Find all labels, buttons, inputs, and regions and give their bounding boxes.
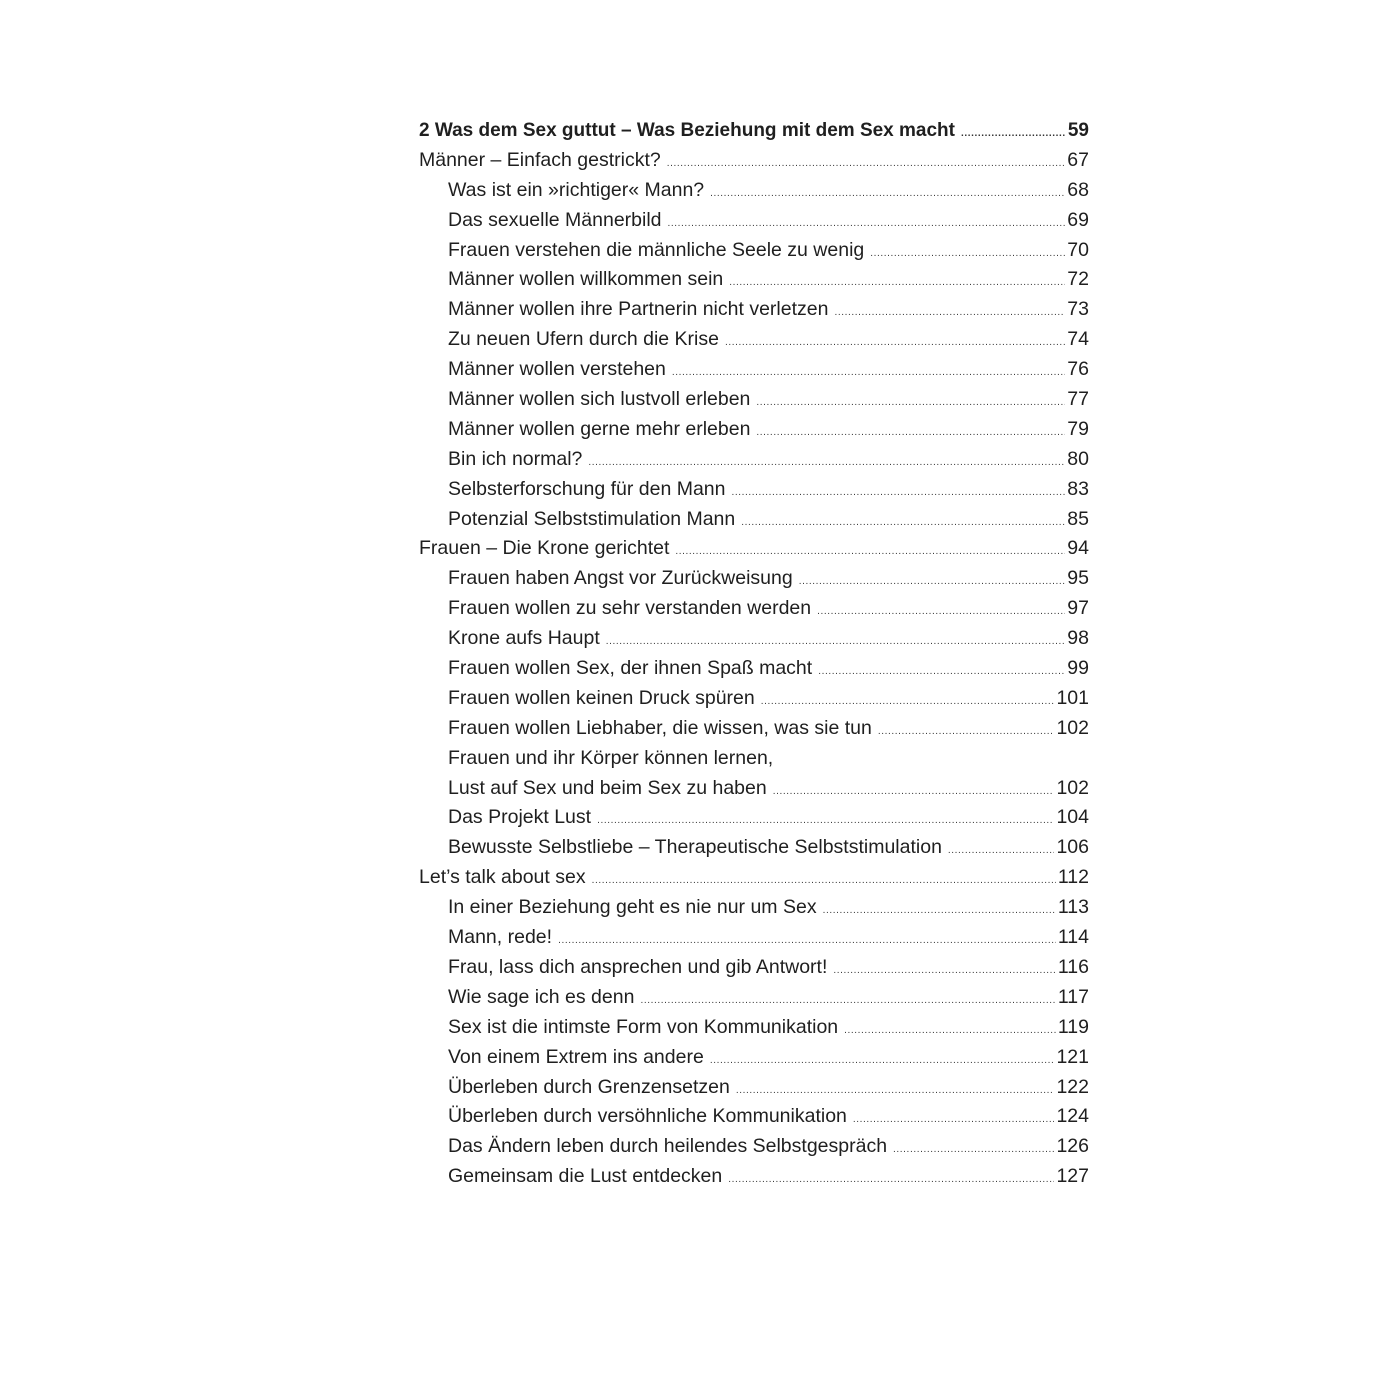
toc-page-number: 73 [1067,298,1089,321]
toc-leader-dots [640,986,1055,1016]
toc-entry [419,1162,1089,1192]
toc-entry-title: Frauen wollen zu sehr verstanden werden [448,597,812,620]
toc-entry-title: In einer Beziehung geht es nie nur um Sex [448,896,817,919]
toc-entry [419,953,1089,983]
toc-leader-dots [756,418,1065,448]
toc-page-number: 95 [1067,567,1089,590]
toc-entry [419,923,1089,953]
toc-entry-title: Frauen wollen Sex, der ihnen Spaß macht [448,657,813,680]
toc-entry-title: Krone aufs Haupt [448,627,600,650]
toc-entry-title: 2 Was dem Sex guttut – Was Beziehung mit dem Sex macht [419,120,955,141]
toc-page-number: 70 [1067,238,1089,261]
toc-entry [419,1132,1089,1162]
toc-entry-title: Männer wollen willkommen sein [448,268,724,291]
toc-entry [419,714,1089,744]
toc-entry [419,265,1089,295]
toc-page-number: 72 [1067,268,1089,291]
toc-entry-title: Das sexuelle Männerbild [448,208,662,231]
toc-entry-title: Selbsterforschung für den Mann [448,477,726,500]
toc-entry-title: Frauen und ihr Körper können lernen, [448,746,774,769]
toc-leader-dots [948,836,1055,866]
toc-entry [419,983,1089,1013]
toc-leader-dots [756,388,1065,418]
toc-page-number: 76 [1067,358,1089,381]
toc-page-number: 99 [1067,657,1089,680]
toc-leader-dots [870,239,1065,269]
toc-leader-dots [893,1135,1054,1165]
toc-entry-title: Männer wollen sich lustvoll erleben [448,388,751,411]
toc-page-number: 83 [1067,477,1089,500]
toc-chapter-heading [419,116,1089,146]
toc-leader-dots [773,777,1055,807]
toc-leader-dots [732,478,1066,508]
toc-leader-dots [728,1165,1054,1195]
toc-page-number: 80 [1067,447,1089,470]
toc-page-number: 59 [1067,120,1089,141]
toc-leader-dots [823,896,1056,926]
toc-entry-title: Männer – Einfach gestrickt? [419,148,661,171]
toc-entry [419,236,1089,266]
toc-page-number: 119 [1057,1015,1089,1038]
toc-entry-title: Frauen verstehen die männliche Seele zu wenig [448,238,865,261]
toc-leader-dots [588,448,1065,478]
toc-entry [419,624,1089,654]
toc-entry [419,654,1089,684]
toc-entry [419,564,1089,594]
toc-entry-title: Männer wollen ihre Partnerin nicht verletzen [448,298,829,321]
toc-entry-title: Frau, lass dich ansprechen und gib Antwort! [448,955,828,978]
toc-entry [419,863,1089,893]
toc-page-number: 106 [1056,836,1089,859]
toc-page-number: 104 [1056,806,1089,829]
toc-entry [419,146,1089,176]
toc-page-number: 79 [1067,417,1089,440]
toc-leader-dots [817,597,1065,627]
toc-entry-title: Potenzial Selbststimulation Mann [448,507,736,530]
toc-page-number: 77 [1067,388,1089,411]
toc-entry-title: Das Projekt Lust [448,806,592,829]
toc-leader-dots [834,298,1065,328]
toc-page-number: 98 [1067,627,1089,650]
toc-leader-dots [761,687,1055,717]
toc-entry-title: Das Ändern leben durch heilendes Selbstgespräch [448,1135,888,1158]
toc-entry [419,893,1089,923]
toc-entry-title: Von einem Extrem ins andere [448,1045,704,1068]
toc-page-number: 85 [1067,507,1089,530]
toc-page-number: 97 [1067,597,1089,620]
toc-leader-dots [667,149,1066,179]
toc-entry [419,445,1089,475]
toc-leader-dots [606,627,1066,657]
toc-entry [419,1102,1089,1132]
toc-page-number: 124 [1056,1105,1089,1128]
table-of-contents [419,116,1089,1192]
toc-entry [419,385,1089,415]
toc-leader-dots [672,358,1065,388]
toc-leader-dots [799,567,1066,597]
toc-page-number: 121 [1056,1045,1089,1068]
toc-leader-dots [878,717,1055,747]
toc-page-number: 113 [1057,896,1089,919]
toc-leader-dots [853,1105,1055,1135]
toc-entry-title: Frauen wollen keinen Druck spüren [448,686,755,709]
toc-page-number: 74 [1067,328,1089,351]
toc-page-number: 101 [1056,686,1089,709]
toc-entry [419,176,1089,206]
toc-leader-dots [710,1046,1055,1076]
toc-leader-dots [741,508,1065,538]
toc-entry [419,744,1089,774]
toc-entry-title: Let’s talk about sex [419,866,586,889]
toc-entry-title: Frauen wollen Liebhaber, die wissen, was sie tun [448,716,872,739]
toc-leader-dots [833,956,1056,986]
toc-leader-dots [668,209,1066,239]
toc-entry [419,684,1089,714]
toc-leader-dots [558,926,1056,956]
toc-entry [419,475,1089,505]
toc-page-number: 68 [1067,178,1089,201]
toc-page-number: 94 [1067,537,1089,560]
toc-entry [419,833,1089,863]
toc-entry-title: Überleben durch Grenzensetzen [448,1075,730,1098]
toc-entry [419,534,1089,564]
toc-entry-title: Frauen haben Angst vor Zurückweisung [448,567,793,590]
toc-entry [419,1043,1089,1073]
toc-entry-title: Was ist ein »richtiger« Mann? [448,178,705,201]
toc-entry-title: Zu neuen Ufern durch die Krise [448,328,719,351]
toc-entry-title: Bewusste Selbstliebe – Therapeutische Selbststimulation [448,836,942,859]
toc-entry [419,1013,1089,1043]
toc-page-number: 67 [1067,148,1089,171]
toc-leader-dots [844,1016,1056,1046]
toc-entry [419,505,1089,535]
toc-entry-title: Bin ich normal? [448,447,583,470]
toc-page-number: 112 [1057,866,1089,889]
toc-leader-dots [736,1076,1055,1106]
toc-page-number: 102 [1056,716,1089,739]
toc-entry [419,295,1089,325]
toc-entry [419,594,1089,624]
toc-page-number: 102 [1056,776,1089,799]
toc-entry-title: Gemeinsam die Lust entdecken [448,1165,723,1188]
toc-page-number: 69 [1067,208,1089,231]
toc-leader-dots [961,119,1066,149]
toc-entry [419,325,1089,355]
toc-entry [419,774,1089,804]
toc-entry-title: Männer wollen gerne mehr erleben [448,417,751,440]
toc-page-number: 117 [1057,985,1089,1008]
toc-page-number: 116 [1057,955,1089,978]
toc-page-number: 126 [1056,1135,1089,1158]
toc-leader-dots [818,657,1065,687]
toc-entry [419,355,1089,385]
toc-leader-dots [592,866,1056,896]
toc-entry [419,1073,1089,1103]
toc-page-number: 127 [1056,1165,1089,1188]
toc-entry-title: Lust auf Sex und beim Sex zu haben [448,776,767,799]
toc-leader-dots [725,328,1065,358]
toc-entry-title: Sex ist die intimste Form von Kommunikation [448,1015,839,1038]
toc-entry-title: Männer wollen verstehen [448,358,666,381]
toc-page-number: 122 [1056,1075,1089,1098]
toc-entry [419,206,1089,236]
toc-page-number: 114 [1057,926,1089,949]
toc-leader-dots [729,268,1065,298]
toc-entry-title: Überleben durch versöhnliche Kommunikation [448,1105,847,1128]
toc-leader-dots [597,806,1054,836]
toc-entry-title: Wie sage ich es denn [448,985,635,1008]
toc-entry [419,415,1089,445]
toc-leader-dots [675,537,1065,567]
toc-entry-title: Frauen – Die Krone gerichtet [419,537,670,560]
toc-entry [419,803,1089,833]
toc-entry-title: Mann, rede! [448,926,553,949]
toc-leader-dots [710,179,1065,209]
